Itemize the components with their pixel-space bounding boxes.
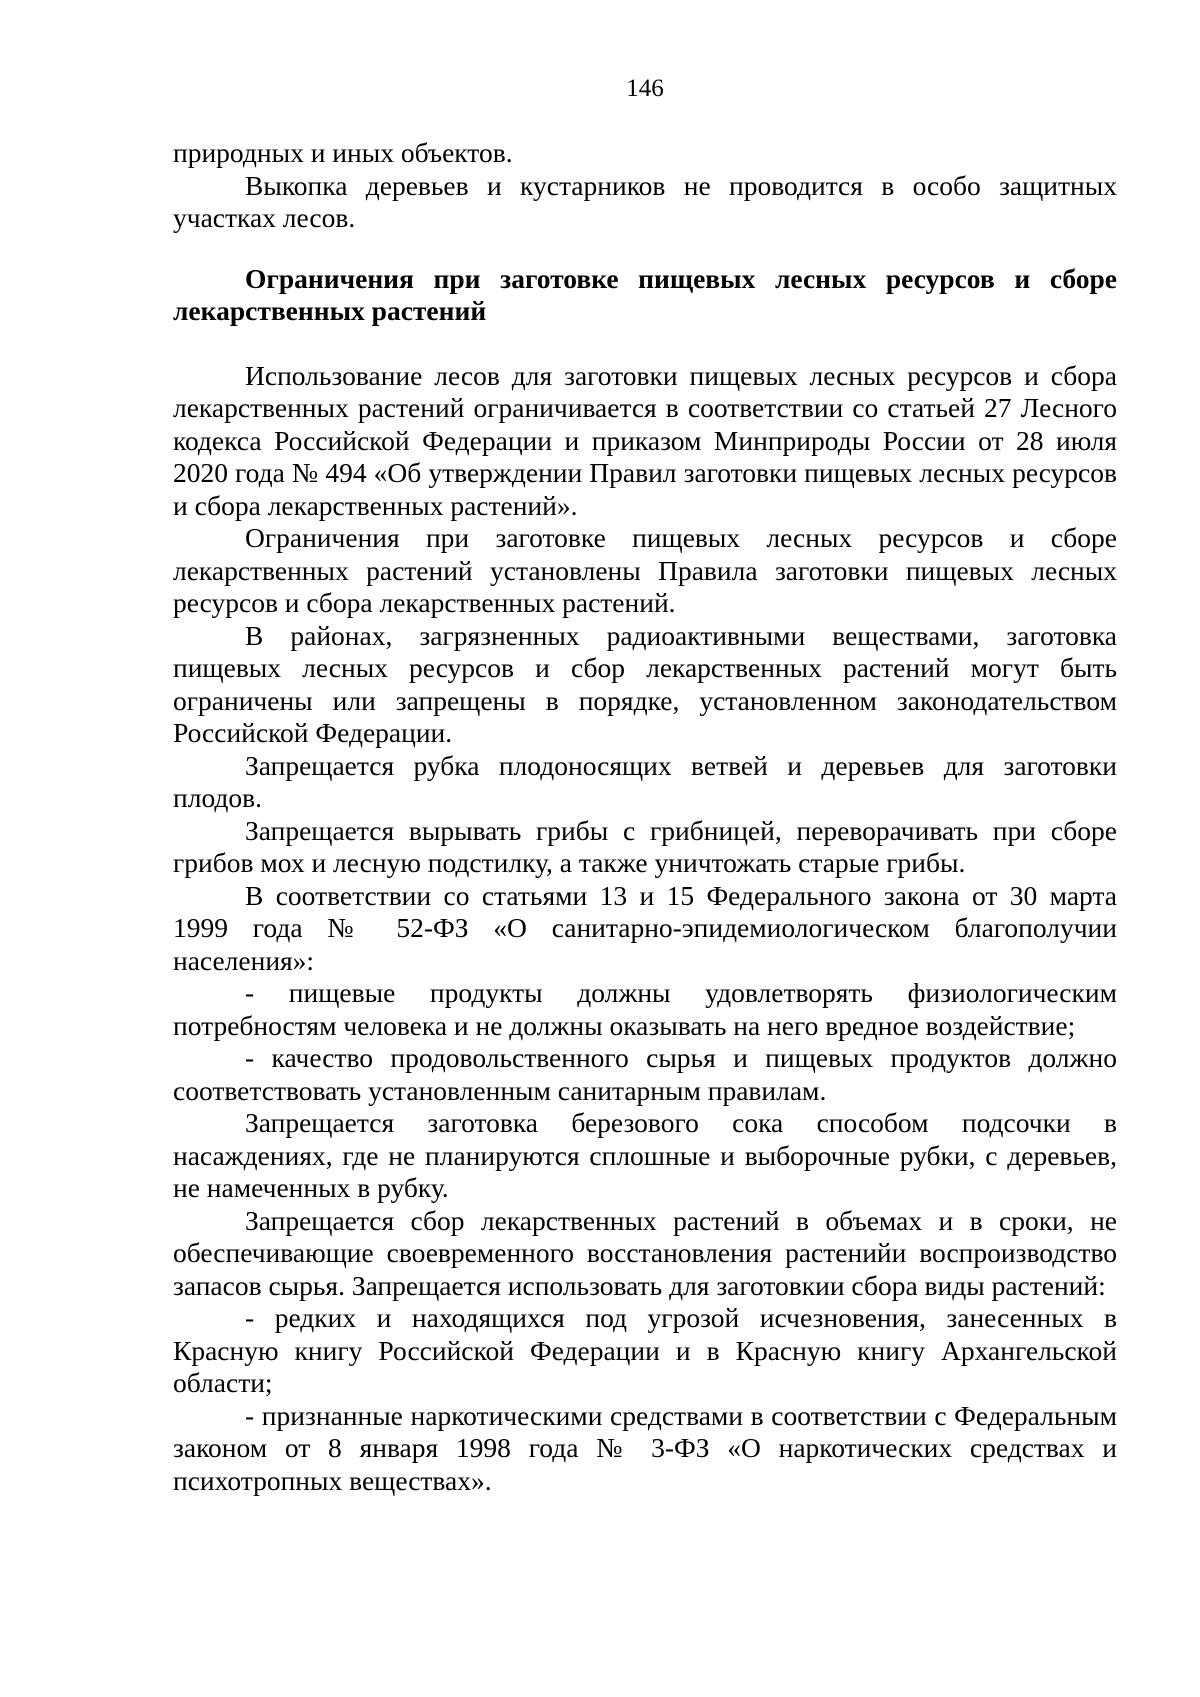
page-number: 146 (626, 75, 664, 102)
paragraph: Запрещается сбор лекарственных растений в объемах и в сроки, не обеспечивающие своевременного восстановления растенийи воспроизводство запасов сырья. Запрещается использовать для заготовкии сбора виды растений: (173, 1204, 1117, 1301)
document-body (173, 137, 1117, 1497)
list-item: - признанные наркотическими средствами в соответствии с Федеральным законом от 8 января 1998 года № 3-ФЗ «О наркотических средствах и психотропных веществах». (173, 1399, 1117, 1496)
paragraph: Ограничения при заготовке пищевых лесных ресурсов и сборе лекарственных растений установлены Правила заготовки пищевых лесных ресурсов и сбора лекарственных растений. (173, 522, 1117, 618)
paragraph: Запрещается рубка плодоносящих ветвей и деревьев для заготовки плодов. (173, 749, 1117, 813)
paragraph: Запрещается заготовка березового сока способом подсочки в насаждениях, где не планируются сплошные и выборочные рубки, с деревьев, не намеченных в рубку. (173, 1107, 1117, 1203)
list-item: - пищевые продукты должны удовлетворять физиологическим потребностям человека и не должны оказывать на него вредное воздействие; (173, 977, 1117, 1041)
paragraph: В районах, загрязненных радиоактивными веществами, заготовка пищевых лесных ресурсов и сбор лекарственных растений могут быть ограничены или запрещены в порядке, установленном законодательством Российской Федерации. (173, 619, 1117, 748)
paragraph: Использование лесов для заготовки пищевых лесных ресурсов и сбора лекарственных растений ограничивается в соответствии со статьей 27 Лесного кодекса Российской Федерации и приказом Минприроды России от 28 июля 2020 года № 494 «Об утверждении Правил заготовки пищевых лесных ресурсов и сбора лекарственных растений». (173, 359, 1117, 521)
paragraph: Выкопка деревьев и кустарников не проводится в особо защитных участках лесов. (173, 169, 1117, 233)
list-item: - качество продовольственного сырья и пищевых продуктов должно соответствовать установленным санитарным правилам. (173, 1042, 1117, 1106)
paragraph-continuation: природных и иных объектов. (173, 137, 513, 168)
paragraph: Запрещается вырывать грибы с грибницей, переворачивать при сборе грибов мох и лесную подстилку, а также уничтожать старые грибы. (173, 814, 1117, 878)
paragraph: В соответствии со статьями 13 и 15 Федерального закона от 30 марта 1999 года № 52-ФЗ «О санитарно-эпидемиологическом благополучии населения»: (173, 879, 1117, 976)
section-heading: Ограничения при заготовке пищевых лесных ресурсов и сборе лекарственных растений (173, 262, 1117, 326)
list-item: - редких и находящихся под угрозой исчезновения, занесенных в Красную книгу Российской Федерации и в Красную книгу Архангельской области; (173, 1302, 1117, 1398)
